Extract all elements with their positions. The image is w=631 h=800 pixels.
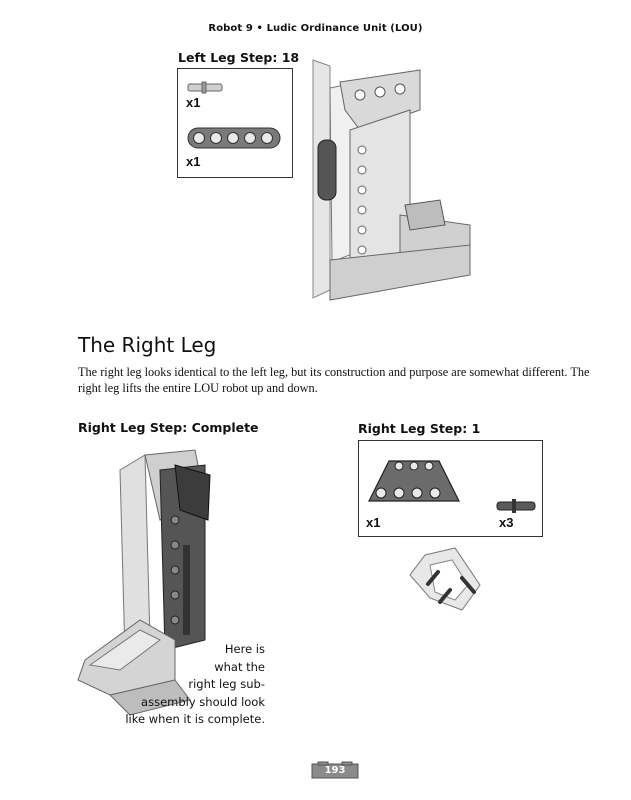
left-leg-part-qty: x1 (186, 154, 201, 169)
section-title: The Right Leg (78, 333, 217, 357)
caption-line: like when it is complete. (125, 712, 265, 726)
caption-line: assembly should look (141, 694, 265, 709)
left-leg-part-qty: x1 (186, 95, 201, 110)
right-leg-part-qty: x3 (499, 515, 514, 530)
page-number-tab (312, 762, 358, 778)
page-number: 193 (324, 765, 346, 776)
running-header: Robot 9 • Ludic Ordinance Unit (LOU) (208, 23, 423, 34)
right-leg-step-title: Right Leg Step: 1 (358, 421, 481, 436)
caption-line: right leg sub- (188, 677, 265, 691)
section-body-text: The right leg looks identical to the left leg, but its construction and purpose are somewhat different. The right leg lifts the entire LOU robot up and down. (78, 365, 590, 395)
right-leg-complete-title: Right Leg Step: Complete (78, 420, 259, 435)
caption-line: Here is (224, 642, 265, 656)
left-leg-step-title: Left Leg Step: 18 (178, 50, 300, 65)
right-leg-part-qty: x1 (366, 515, 381, 530)
caption-line: what the (214, 659, 265, 674)
